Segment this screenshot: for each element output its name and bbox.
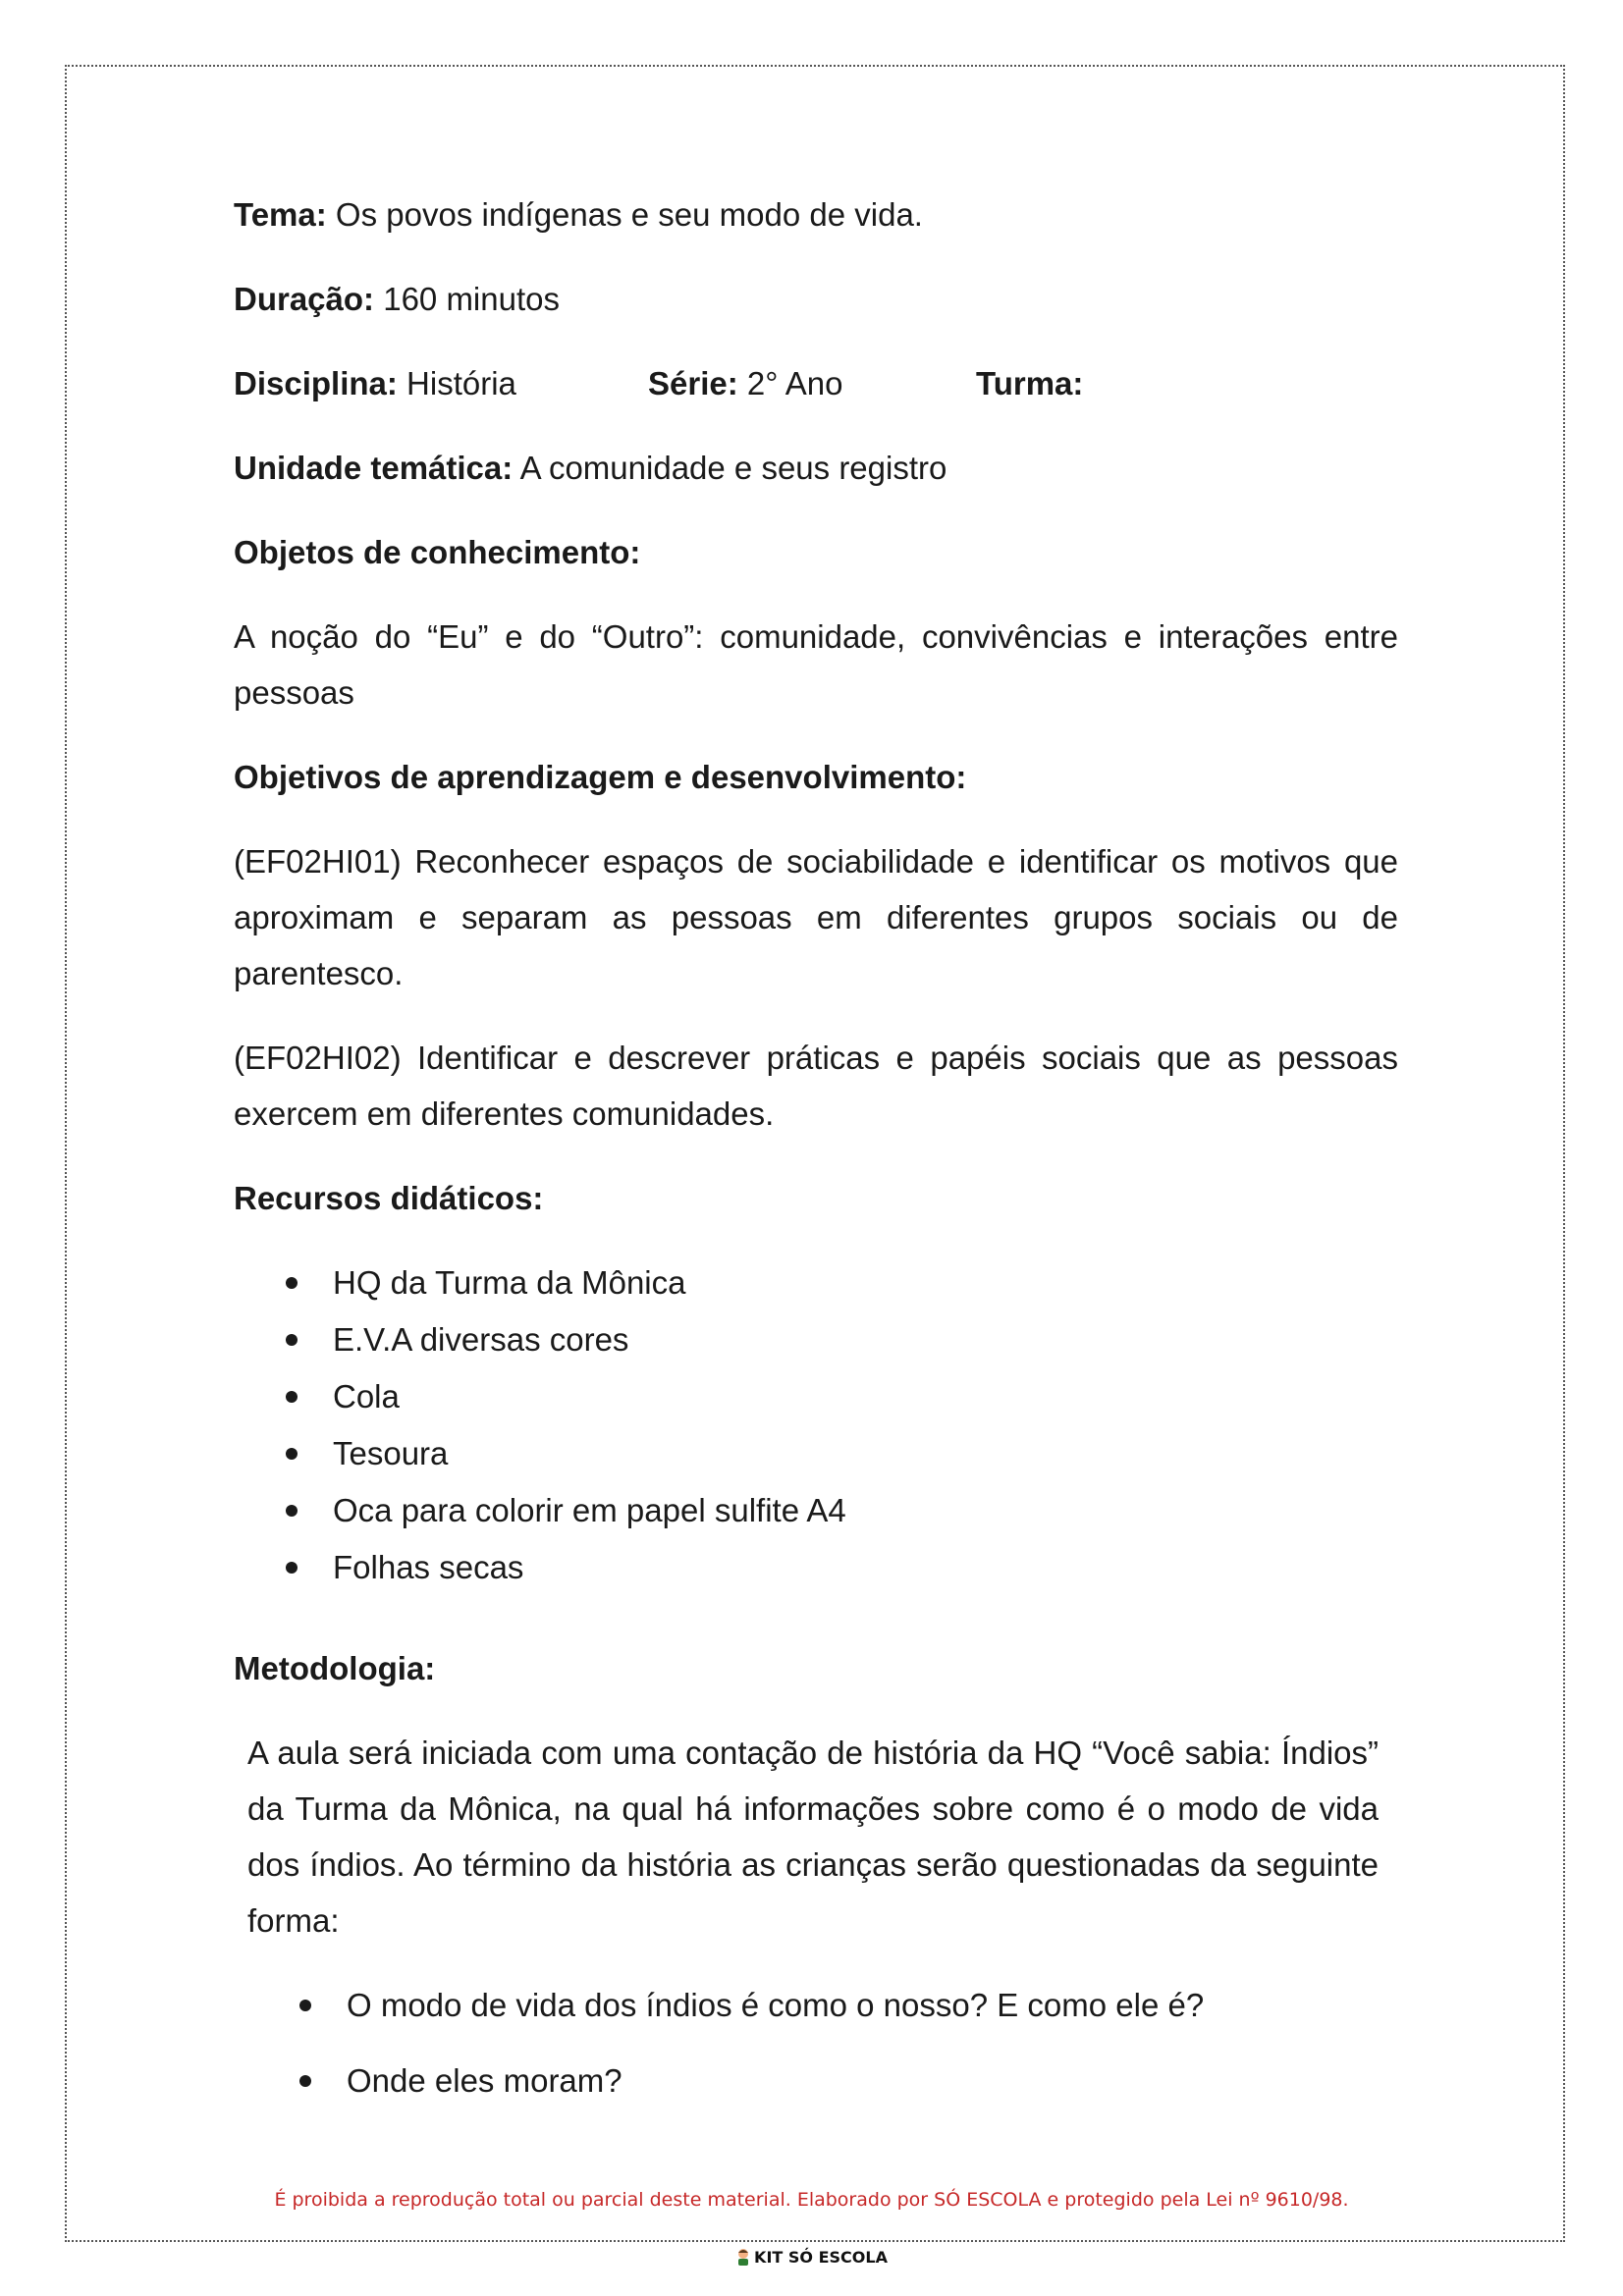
recursos-title (234, 1170, 1398, 1226)
questions-list (247, 1977, 1398, 2109)
list-item (234, 1255, 1398, 1311)
serie-cell (648, 355, 976, 411)
objetivos-title-text: Objetivos de aprendizagem e desenvolvimento: (234, 759, 967, 795)
duracao-value: 160 minutos (374, 281, 560, 317)
metodologia-title-text: Metodologia: (234, 1650, 436, 1686)
disciplina-row (234, 355, 1398, 411)
bullet-icon (286, 1448, 298, 1460)
disciplina-label: Disciplina: (234, 365, 398, 401)
objetos-title-text: Objetos de conhecimento: (234, 534, 641, 570)
copyright-notice: É proibida a reprodução total ou parcial deste material. Elaborado por SÓ ESCOLA e protegido pela Lei nº 9610/98. (274, 2189, 1349, 2211)
list-item-text: Oca para colorir em papel sulfite A4 (333, 1492, 846, 1528)
list-item (247, 2053, 1398, 2109)
bullet-icon (299, 2000, 311, 2011)
turma-cell (976, 355, 1083, 411)
bullet-icon (286, 1334, 298, 1346)
serie-value: 2° Ano (737, 365, 843, 401)
list-item-text: Cola (333, 1378, 400, 1415)
recursos-title-text: Recursos didáticos: (234, 1180, 544, 1216)
turma-label: Turma: (976, 365, 1084, 401)
list-item (247, 1977, 1398, 2033)
objetos-text: A noção do “Eu” e do “Outro”: comunidade, convivências e interações entre pessoas (234, 618, 1398, 711)
unidade-label: Unidade temática: (234, 450, 514, 486)
list-item-text: Folhas secas (333, 1549, 524, 1585)
list-item (234, 1311, 1398, 1368)
question-text: O modo de vida dos índios é como o nosso? E como ele é? (347, 1987, 1205, 2023)
question-text: Onde eles moram? (347, 2062, 622, 2099)
brand-text: KIT SÓ ESCOLA (754, 2248, 888, 2267)
recursos-list (234, 1255, 1398, 1596)
bullet-icon (286, 1505, 298, 1517)
bullet-icon (286, 1391, 298, 1403)
list-item (234, 1482, 1398, 1539)
school-kid-icon (735, 2248, 751, 2266)
objetivo-item: (EF02HI01) Reconhecer espaços de sociabilidade e identificar os motivos que aproximam e separam as pessoas em diferentes grupos sociais ou de parentesco. (234, 843, 1398, 991)
objetos-title (234, 524, 1398, 580)
tema-value: Os povos indígenas e seu modo de vida. (326, 196, 923, 233)
duracao-label: Duração: (234, 281, 375, 317)
list-item-text: Tesoura (333, 1435, 449, 1471)
disciplina-cell (234, 355, 648, 411)
serie-label: Série: (648, 365, 738, 401)
tema-label: Tema: (234, 196, 327, 233)
unidade-line (234, 440, 1398, 496)
disciplina-value: História (397, 365, 516, 401)
duracao-line (234, 271, 1398, 327)
metodologia-text: A aula será iniciada com uma contação de história da HQ “Você sabia: Índios” da Turma da Mônica, na qual há informações sobre como é o modo de vida dos índios. Ao término da história as crianças serão questionadas da seguinte forma: (247, 1735, 1379, 1939)
list-item (234, 1425, 1398, 1482)
tema-line (234, 187, 1398, 242)
list-item (234, 1368, 1398, 1425)
bullet-icon (286, 1277, 298, 1289)
objetivo-item: (EF02HI02) Identificar e descrever práticas e papéis sociais que as pessoas exercem em diferentes comunidades. (234, 1040, 1398, 1132)
list-item (234, 1539, 1398, 1596)
bullet-icon (286, 1562, 298, 1574)
bullet-icon (299, 2075, 311, 2087)
unidade-value: A comunidade e seus registro (513, 450, 947, 486)
metodologia-title (234, 1640, 1398, 1696)
list-item-text: E.V.A diversas cores (333, 1321, 629, 1358)
lesson-plan (234, 187, 1398, 2128)
brand-logo (0, 2248, 1623, 2267)
objetivos-title (234, 749, 1398, 805)
list-item-text: HQ da Turma da Mônica (333, 1264, 686, 1301)
